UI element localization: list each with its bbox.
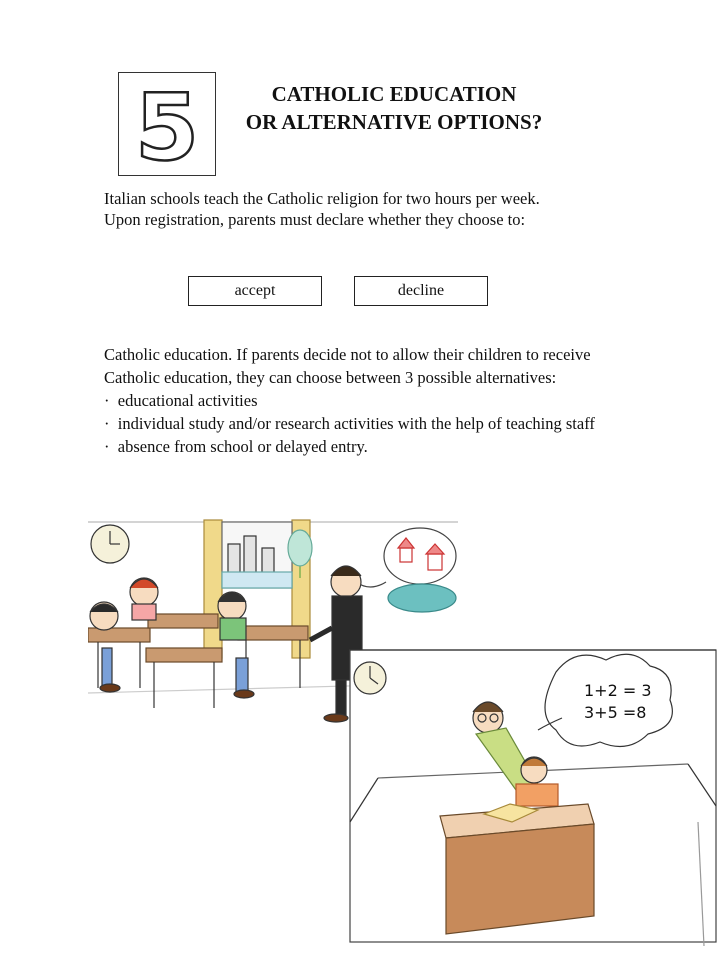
tutor-illustration [348,646,720,951]
title-line-2: OR ALTERNATIVE OPTIONS? [245,110,543,134]
section-number-graphic [119,73,215,175]
body-paragraph: Catholic education. If parents decide not to allow their children to receive Catholic education, they can choose between 3 possible alternatives: [104,345,591,387]
section-number: 5 [134,74,200,175]
page-title [214,80,574,136]
body-text [104,343,614,458]
alternatives-list [104,389,614,458]
alternative-item: · educational activities [104,389,614,412]
alternative-item: · absence from school or delayed entry. [104,435,614,458]
section-number-box [118,72,216,176]
intro-text [104,188,624,230]
decline-choice-box: decline [354,276,488,306]
accept-choice-box: accept [188,276,322,306]
alternative-item: · individual study and/or research activities with the help of teaching staff [104,412,614,435]
bubble-equation-2: 3+5 =8 [584,703,647,722]
intro-line-1: Italian schools teach the Catholic religion for two hours per week. [104,189,540,208]
bubble-equation-1: 1+2 = 3 [584,681,652,700]
title-line-1: CATHOLIC EDUCATION [271,82,517,106]
intro-line-2: Upon registration, parents must declare whether they choose to: [104,210,526,229]
